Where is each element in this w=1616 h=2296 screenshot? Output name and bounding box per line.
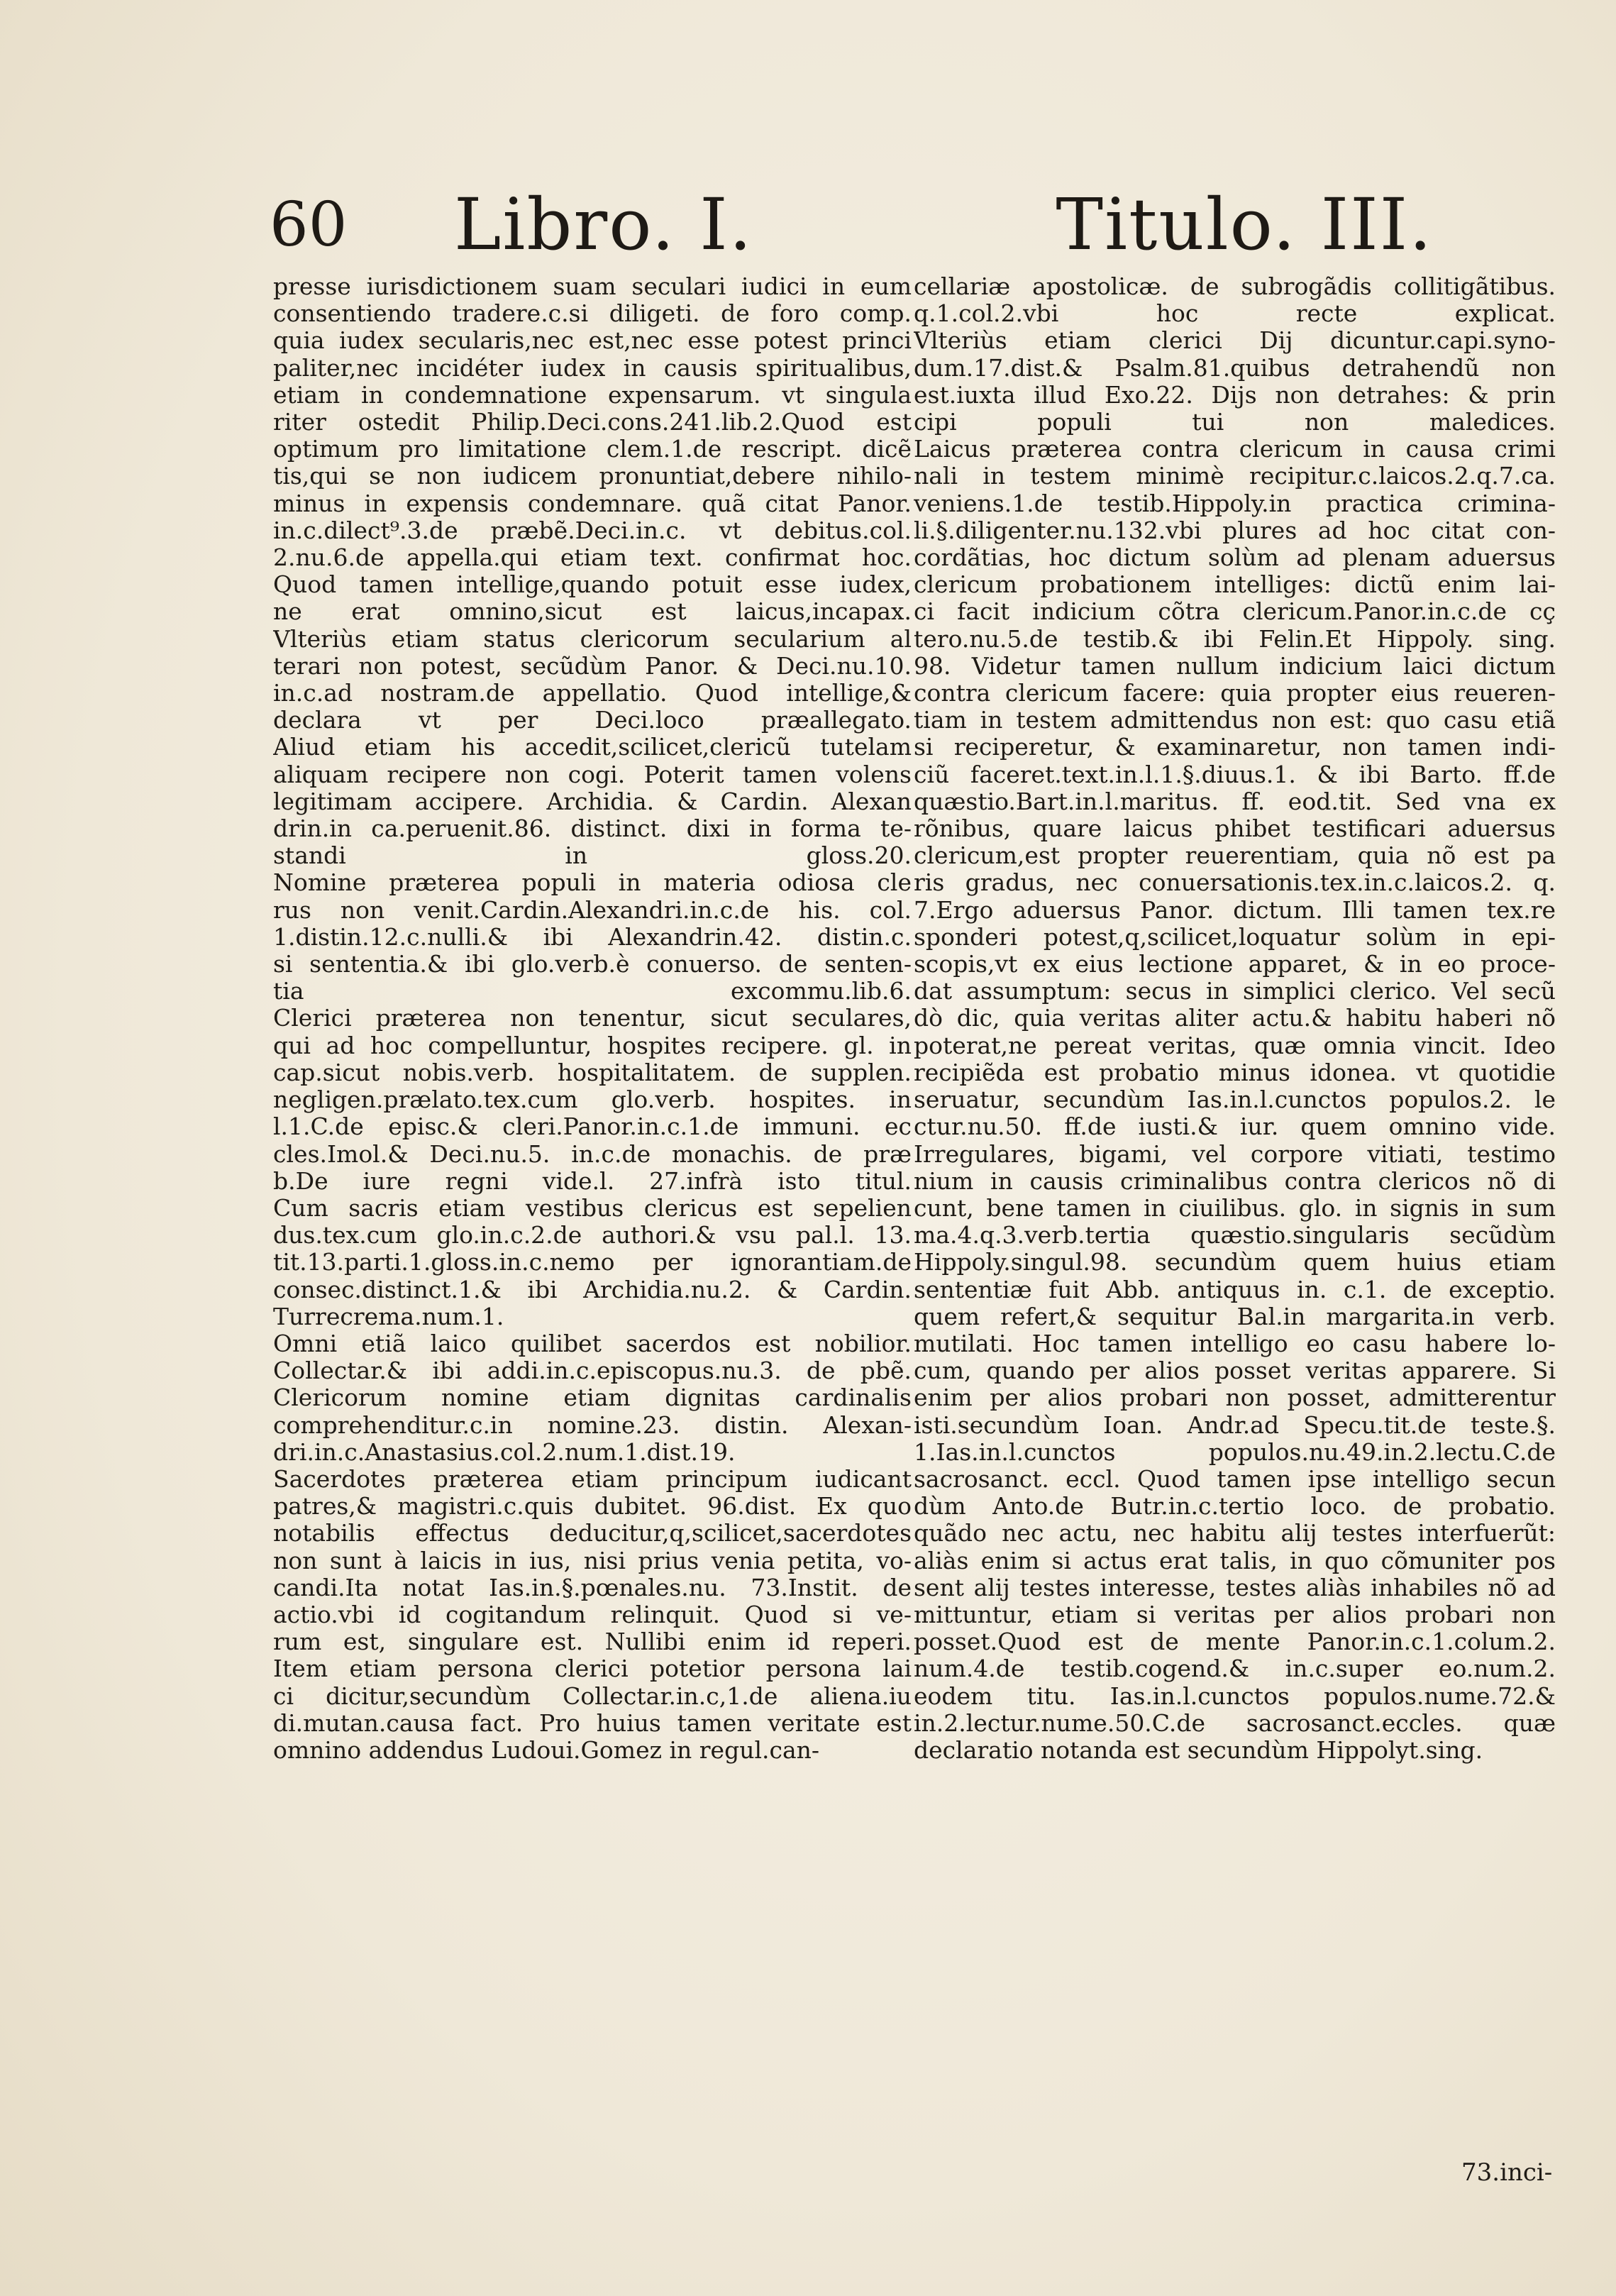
text-line: etiam in condemnatione expensarum. vt singula [273,381,912,409]
text-line: ctur.nu.50. ff.de iusti.& iur. quem omnino vide. [914,1113,1556,1141]
text-line: quãdo nec actu, nec habitu alij testes interfuerũt: [914,1520,1556,1547]
text-line: enim per alios probari non posset, admitterentur [914,1384,1556,1412]
left-text-column [273,273,912,1764]
text-line: riter ostedit Philip.Deci.cons.241.lib.2.Quod est [273,409,912,436]
text-line: paliter,nec incidéter iudex in causis spiritualibus, [273,354,912,382]
text-line: presse iurisdictionem suam seculari iudici in eum [273,273,912,300]
text-line: in.c.ad nostram.de appellatio. Quod intellige,& [273,680,912,707]
text-line: si reciperetur, & examinaretur, non tamen indi- [914,734,1556,761]
text-line: cipi populi tui non maledices. [914,409,1556,436]
text-line: dum.17.dist.& Psalm.81.quibus detrahendũ non [914,354,1556,382]
text-line: l.1.C.de episc.& cleri.Panor.in.c.1.de immuni. ec [273,1113,912,1141]
text-line: patres,& magistri.c.quis dubitet. 96.dist. Ex quo [273,1493,912,1520]
text-line: sacrosanct. eccl. Quod tamen ipse intelligo secun [914,1465,1556,1493]
text-line: Aliud etiam his accedit,scilicet,clericũ tutelam [273,734,912,761]
text-line: dùm Anto.de Butr.in.c.tertio loco. de probatio. [914,1493,1556,1520]
text-line: legitimam accipere. Archidia. & Cardin. Alexan [273,788,912,815]
text-line: mutilati. Hoc tamen intelligo eo casu habere lo- [914,1330,1556,1357]
text-line: quæstio.Bart.in.l.maritus. ff. eod.tit. Sed vna ex [914,788,1556,815]
text-line: poterat,ne pereat veritas, quæ omnia vincit. Ideo [914,1032,1556,1059]
text-line: dò dic, quia veritas aliter actu.& habitu haberi nõ [914,1005,1556,1032]
text-line: omnino addendus Ludoui.Gomez in regul.can- [273,1736,820,1764]
text-line: quia iudex secularis,nec est,nec esse potest princi [273,327,912,355]
text-line: Collectar.& ibi addi.in.c.episcopus.nu.3. de pbẽ. [273,1357,912,1385]
text-line: declara vt per Deci.loco præallegato. [273,707,912,734]
text-line: Laicus præterea contra clericum in causa crimi [914,436,1556,463]
text-line: aliàs enim si actus erat talis, in quo cõmuniter pos [914,1547,1556,1574]
text-line: nium in causis criminalibus contra clericos nõ di [914,1167,1556,1195]
text-line: di.mutan.causa fact. Pro huius tamen veritate est [273,1709,912,1737]
text-line: quem refert,& sequitur Bal.in margarita.in verb. [914,1303,1556,1330]
text-line: sponderi potest,q,scilicet,loquatur solùm in epi- [914,923,1556,951]
text-line: Nomine præterea populi in materia odiosa cle [273,869,912,897]
text-line: rum est, singulare est. Nullibi enim id reperi. [273,1628,912,1656]
text-line: actio.vbi id cogitandum relinquit. Quod si ve- [273,1601,912,1628]
text-line: in.c.dilect⁹.3.de præbẽ.Deci.in.c. vt debitus.col. [273,517,912,544]
text-line: contra clericum facere: quia propter eius reueren- [914,680,1556,707]
text-line: si sententia.& ibi glo.verb.è conuerso. de senten- [273,951,912,978]
text-line: est.iuxta illud Exo.22. Dijs non detrahes: & prin [914,381,1556,409]
text-line: clericum probationem intelliges: dictũ enim lai- [914,571,1556,599]
text-line: consec.distinct.1.& ibi Archidia.nu.2. & Cardin. [273,1276,912,1303]
page-header [270,183,1433,266]
text-line: dat assumptum: secus in simplici clerico. Vel secũ [914,978,1556,1005]
text-line: sententiæ fuit Abb. antiquus in. c.1. de exceptio. [914,1276,1556,1303]
text-line: cordãtias, hoc dictum solùm ad plenam aduersus [914,544,1556,572]
text-line: Omni etiã laico quilibet sacerdos est nobilior. [273,1330,912,1357]
text-line: aliquam recipere non cogi. Poterit tamen volens [273,761,912,788]
text-line: terari non potest, secũdùm Panor. & Deci.nu.10. [273,652,912,680]
text-line: li.§.diligenter.nu.132.vbi plures ad hoc citat con- [914,517,1556,544]
text-line: ris gradus, nec conuersationis.tex.in.c.laicos.2. q. [914,869,1556,897]
text-line: veniens.1.de testib.Hippoly.in practica crimina- [914,490,1556,517]
text-line: tit.13.parti.1.gloss.in.c.nemo per ignorantiam.de [273,1249,912,1276]
text-line: recipiẽda est probatio minus idonea. vt quotidie [914,1059,1556,1086]
text-line: posset.Quod est de mente Panor.in.c.1.colum.2. [914,1628,1556,1656]
text-line: 1.Ias.in.l.cunctos populos.nu.49.in.2.lectu.C.de [914,1438,1556,1466]
text-line: Irregulares, bigami, vel corpore vitiati, testimo [914,1140,1556,1168]
text-line: tiam in testem admittendus non est: quo casu etiã [914,707,1556,734]
text-line: tia excommu.lib.6. [273,978,912,1005]
text-line: Clerici præterea non tenentur, sicut seculares, [273,1005,912,1032]
text-line: cap.sicut nobis.verb. hospitalitatem. de supplen. [273,1059,912,1086]
text-line: declaratio notanda est secundùm Hippolyt.sing. [914,1736,1483,1764]
text-line: tis,qui se non iudicem pronuntiat,debere nihilo- [273,463,912,490]
text-line: mittuntur, etiam si veritas per alios probari non [914,1601,1556,1628]
text-line: negligen.prælato.tex.cum glo.verb. hospites. in [273,1086,912,1114]
text-line: 2.nu.6.de appella.qui etiam text. confirmat hoc. [273,544,912,572]
text-line: ci facit indicium cõtra clericum.Panor.in.c.de cç [914,598,1556,626]
running-head-title: Titulo. III. [1056,183,1433,266]
text-line: notabilis effectus deducitur,q,scilicet,sacerdotes [273,1520,912,1547]
text-line: drin.in ca.peruenit.86. distinct. dixi in forma te- [273,815,912,843]
text-line: tero.nu.5.de testib.& ibi Felin.Et Hippoly. sing. [914,625,1556,653]
text-line: Vlteriùs etiam status clericorum secularium al [273,625,912,653]
text-line: ne erat omnino,sicut est laicus,incapax. [273,598,912,626]
running-head-book: Libro. I. [454,183,753,266]
text-line: non sunt à laicis in ius, nisi prius venia petita, vo- [273,1547,912,1574]
text-line: scopis,vt ex eius lectione apparet, & in eo proce- [914,951,1556,978]
text-line: dus.tex.cum glo.in.c.2.de authori.& vsu pal.l. 13. [273,1222,912,1249]
text-line: cum, quando per alios posset veritas apparere. Si [914,1357,1556,1385]
text-line: comprehenditur.c.in nomine.23. distin. Alexan- [273,1411,912,1439]
text-line: cles.Imol.& Deci.nu.5. in.c.de monachis. de præ [273,1140,912,1168]
text-line: 1.distin.12.c.nulli.& ibi Alexandrin.42. distin.c. [273,923,912,951]
text-line: Item etiam persona clerici potetior persona lai [273,1655,912,1683]
text-line: num.4.de testib.cogend.& in.c.super eo.num.2. [914,1655,1556,1683]
right-text-column [914,273,1556,1764]
text-line: cellariæ apostolicæ. de subrogãdis collitigãtibus. [914,273,1556,300]
text-line: Vlteriùs etiam clerici Dij dicuntur.capi.syno- [914,327,1556,355]
text-line: dri.in.c.Anastasius.col.2.num.1.dist.19. [273,1438,736,1466]
text-line: ci dicitur,secundùm Collectar.in.c,1.de aliena.iu [273,1682,912,1710]
text-line: rus non venit.Cardin.Alexandri.in.c.de his. col. [273,896,912,924]
text-line: Clericorum nomine etiam dignitas cardinalis [273,1384,912,1412]
text-line: Turrecrema.num.1. [273,1303,504,1330]
text-line: 98. Videtur tamen nullum indicium laici dictum [914,652,1556,680]
text-line: consentiendo tradere.c.si diligeti. de foro comp. [273,300,912,328]
text-line: Hippoly.singul.98. secundùm quem huius etiam [914,1249,1556,1276]
catchword: 73.inci- [1461,2158,1553,2187]
text-line: q.1.col.2.vbi hoc recte explicat. [914,300,1556,328]
text-line: ciũ faceret.text.in.l.1.§.diuus.1. & ibi Barto. ff.de [914,761,1556,788]
text-line: eodem titu. Ias.in.l.cunctos populos.nume.72.& [914,1682,1556,1710]
text-line: qui ad hoc compelluntur, hospites recipere. gl. in [273,1032,912,1059]
text-line: optimum pro limitatione clem.1.de rescript. dicẽ [273,436,912,463]
folio-number: 60 [270,189,348,260]
text-line: Quod tamen intellige,quando potuit esse iudex, [273,571,912,599]
text-line: sent alij testes interesse, testes aliàs inhabiles nõ ad [914,1574,1556,1601]
text-line: isti.secundùm Ioan. Andr.ad Specu.tit.de teste.§. [914,1411,1556,1439]
text-line: minus in expensis condemnare. quã citat Panor. [273,490,912,517]
text-line: Sacerdotes præterea etiam principum iudicant [273,1465,912,1493]
text-line: b.De iure regni vide.l. 27.infrà isto titul. [273,1167,912,1195]
text-line: nali in testem minimè recipitur.c.laicos.2.q.7.ca. [914,463,1556,490]
text-line: seruatur, secundùm Ias.in.l.cunctos populos.2. le [914,1086,1556,1114]
text-line: ma.4.q.3.verb.tertia quæstio.singularis secũdùm [914,1222,1556,1249]
text-line: clericum,est propter reuerentiam, quia nõ est pa [914,842,1556,870]
text-line: standi in gloss.20. [273,842,912,870]
text-line: cunt, bene tamen in ciuilibus. glo. in signis in sum [914,1194,1556,1222]
text-line: 7.Ergo aduersus Panor. dictum. Illi tamen tex.re [914,896,1556,924]
text-line: candi.Ita notat Ias.in.§.pœnales.nu. 73.Instit. de [273,1574,912,1601]
text-line: in.2.lectur.nume.50.C.de sacrosanct.eccles. quæ [914,1709,1556,1737]
text-line: Cum sacris etiam vestibus clericus est sepelien [273,1194,912,1222]
text-line: rõnibus, quare laicus phibet testificari aduersus [914,815,1556,843]
